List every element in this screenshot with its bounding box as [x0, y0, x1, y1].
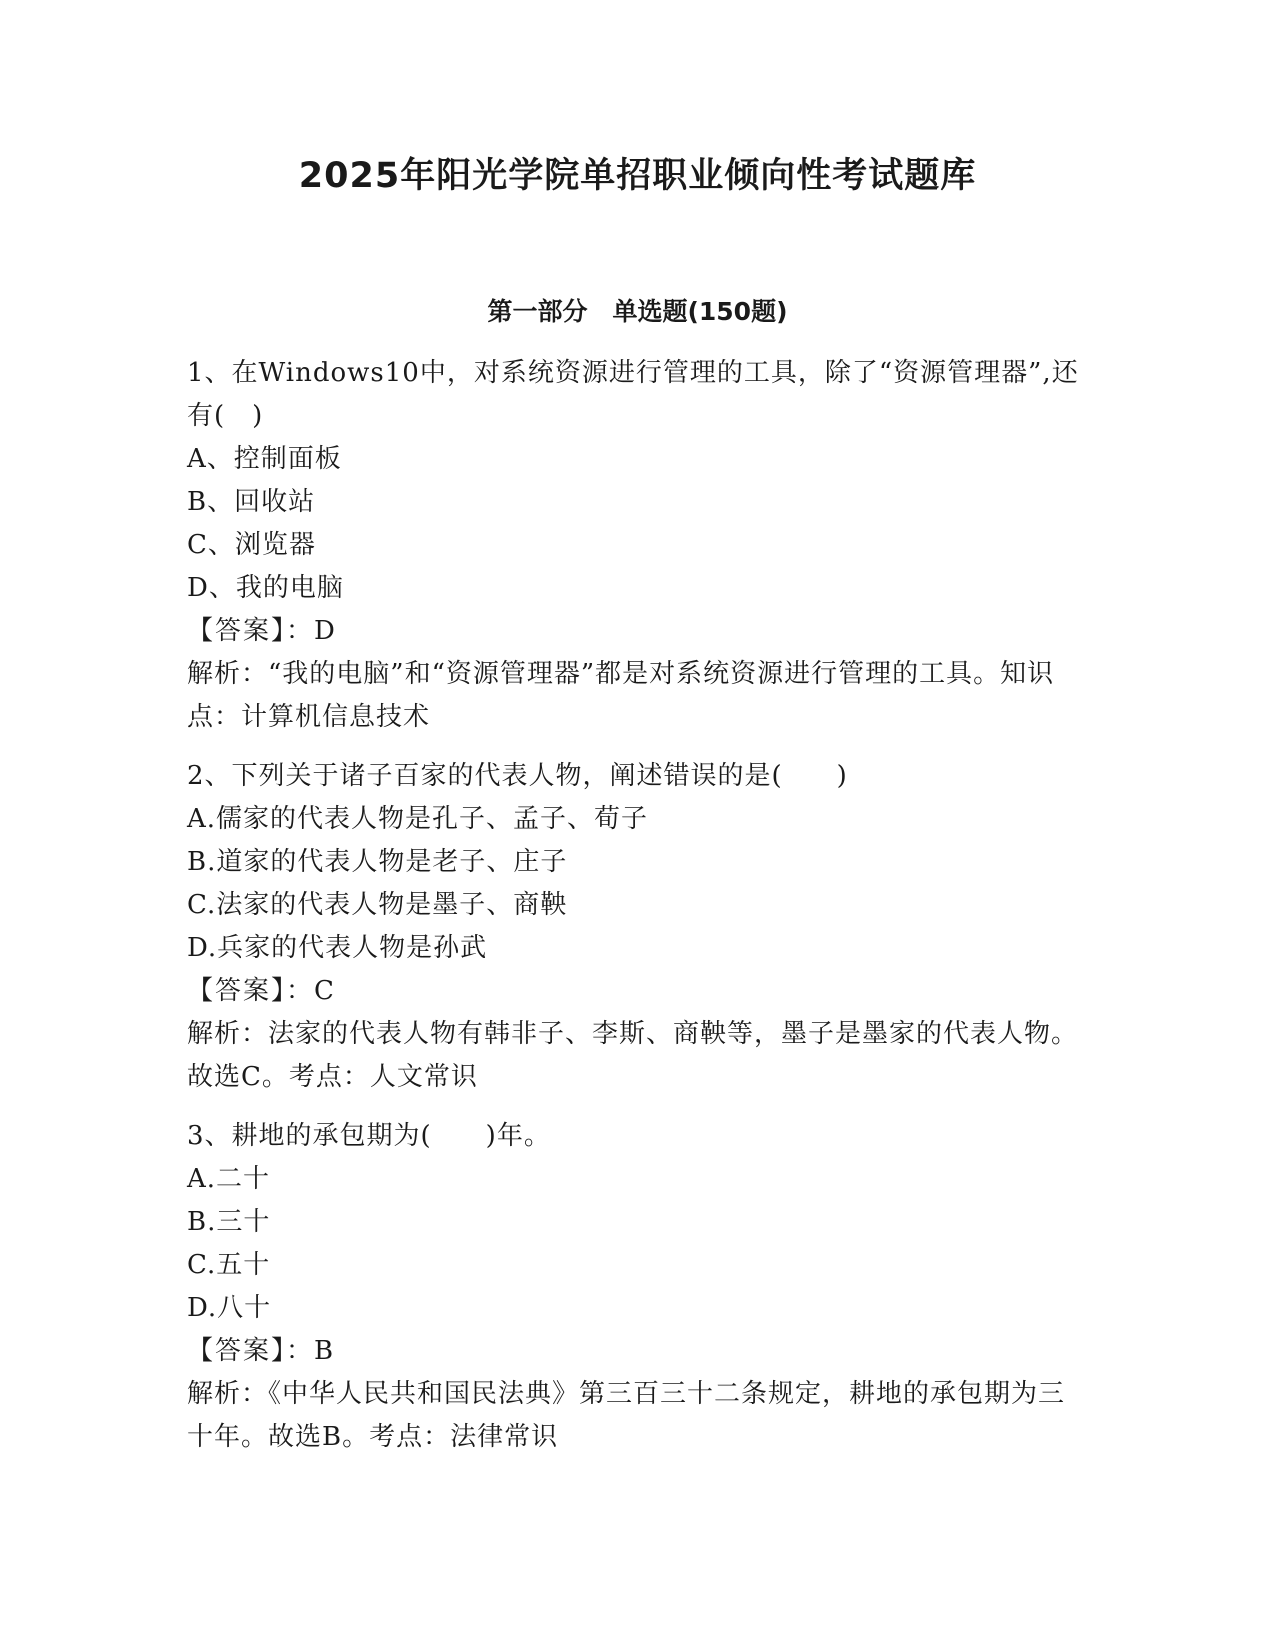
question-stem: 2、下列关于诸子百家的代表人物，阐述错误的是( ): [187, 761, 848, 791]
question-stem: 1、在Windows10中，对系统资源进行管理的工具，除了“资源管理器”,还有( ): [187, 358, 1079, 431]
option-a: A、控制面板: [187, 444, 342, 474]
option-b: B.道家的代表人物是老子、庄子: [187, 847, 568, 877]
option-c: C、浏览器: [187, 530, 316, 560]
question-stem: 3、耕地的承包期为( )年。: [187, 1121, 551, 1151]
option-d: D.八十: [187, 1293, 272, 1323]
document-title: 2025年阳光学院单招职业倾向性考试题库: [298, 156, 977, 196]
question-2: [187, 755, 1087, 1099]
answer-line: [187, 610, 1087, 653]
answer-value: C: [314, 976, 335, 1006]
section-title: 第一部分 单选题(150题): [487, 297, 788, 326]
option-b: B、回收站: [187, 487, 316, 517]
answer-label: 【答案】：: [187, 616, 315, 646]
option-d: D、我的电脑: [187, 573, 344, 603]
option-d: D.兵家的代表人物是孙武: [187, 933, 488, 963]
answer-value: B: [314, 1336, 335, 1366]
answer-line: [187, 970, 1087, 1013]
analysis: 解析：法家的代表人物有韩非子、李斯、商鞅等，墨子是墨家的代表人物。故选C。考点：人文常识: [187, 1019, 1079, 1092]
option-a: A.二十: [187, 1164, 271, 1194]
answer-label: 【答案】：: [187, 1336, 315, 1366]
option-b: B.三十: [187, 1207, 271, 1237]
option-c: C.五十: [187, 1250, 271, 1280]
question-list: [187, 352, 1087, 1475]
option-c: C.法家的代表人物是墨子、商鞅: [187, 890, 568, 920]
question-1: [187, 352, 1087, 739]
answer-value: D: [314, 616, 336, 646]
analysis: 解析：“我的电脑”和“资源管理器”都是对系统资源进行管理的工具。知识点：计算机信息技术: [187, 659, 1055, 732]
option-a: A.儒家的代表人物是孔子、孟子、荀子: [187, 804, 649, 834]
analysis: 解析：《中华人民共和国民法典》第三百三十二条规定，耕地的承包期为三十年。故选B。考点：法律常识: [187, 1379, 1066, 1452]
answer-line: [187, 1330, 1087, 1373]
answer-label: 【答案】：: [187, 976, 315, 1006]
question-3: [187, 1115, 1087, 1459]
